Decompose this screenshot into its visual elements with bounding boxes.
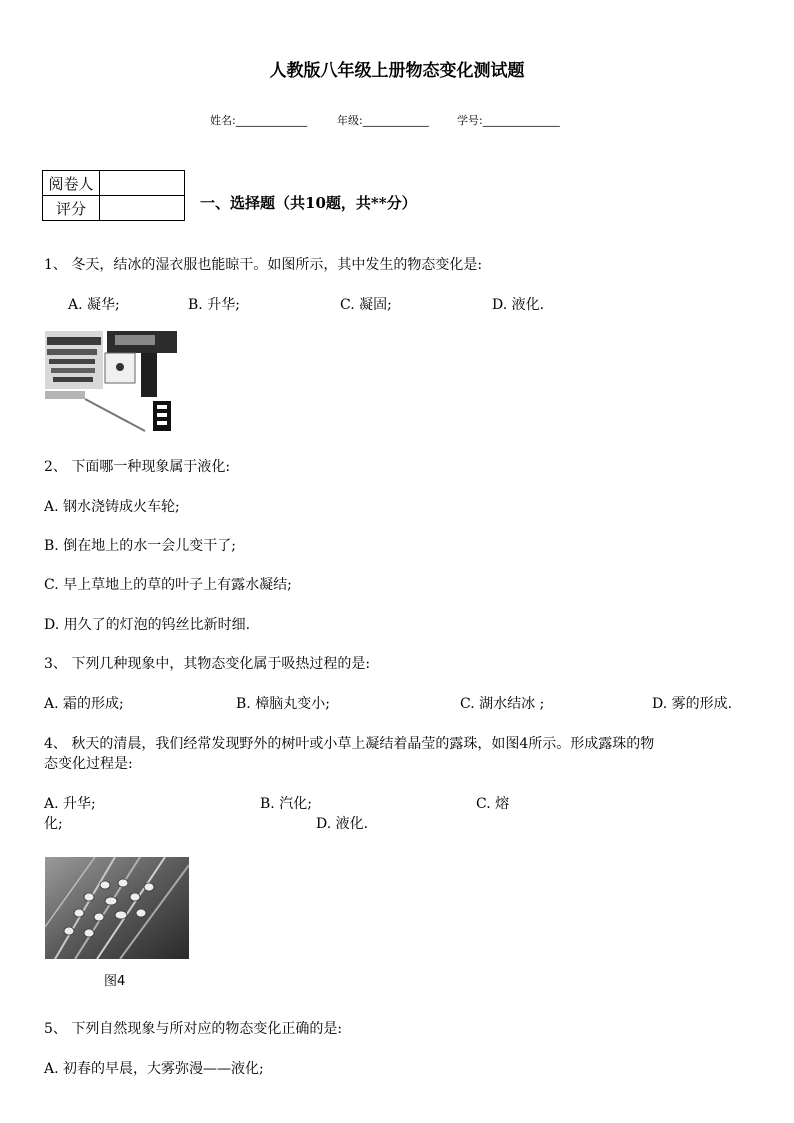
dew-drops-image — [45, 857, 189, 959]
question-2-option-b: B. 倒在地上的水一会儿变干了; — [44, 538, 236, 554]
grade-field: 年级:____________ — [337, 114, 429, 127]
figure-4-caption: 图4 — [104, 974, 126, 989]
question-1-stem: 1、 冬天，结冰的湿衣服也能晾干。如图所示，其中发生的物态变化是: — [44, 257, 483, 273]
question-1-option-b: B. 升华; — [188, 297, 240, 313]
question-2-option-c: C. 早上草地上的草的叶子上有露水凝结; — [44, 577, 292, 593]
question-2-stem: 2、 下面哪一种现象属于液化: — [44, 459, 231, 475]
question-4-stem-line1: 4、 秋天的清晨，我们经常发现野外的树叶或小草上凝结着晶莹的露珠，如图4所示。形成露珠的物 — [44, 736, 655, 752]
reviewer-label: 阅卷人 — [43, 171, 100, 196]
question-4-option-c: C. 熔 — [476, 796, 510, 812]
question-3-option-a: A. 霜的形成; — [44, 696, 124, 712]
question-4-option-d: D. 液化. — [316, 816, 369, 832]
question-1-option-a: A. 凝华; — [68, 297, 120, 313]
question-1-option-c: C. 凝固; — [340, 297, 392, 313]
reviewer-box — [100, 171, 185, 196]
section-heading: 一、选择题（共10题，共**分） — [200, 194, 417, 212]
score-box — [100, 196, 185, 221]
page-title: 人教版八年级上册物态变化测试题 — [269, 61, 525, 81]
frozen-clothes-image — [45, 331, 177, 433]
score-label: 评分 — [43, 196, 100, 221]
question-3-option-b: B. 樟脑丸变小; — [236, 696, 330, 712]
question-3-stem: 3、 下列几种现象中，其物态变化属于吸热过程的是: — [44, 656, 371, 672]
question-3-option-c: C. 湖水结冰 ; — [460, 696, 545, 712]
student-id-field: 学号:______________ — [457, 114, 560, 127]
question-1-option-d: D. 液化. — [492, 297, 545, 313]
question-4-option-b: B. 汽化; — [260, 796, 312, 812]
name-field: 姓名:_____________ — [210, 114, 308, 127]
question-4-option-c-cont: 化; — [44, 816, 63, 832]
question-5-option-a: A. 初春的早晨，大雾弥漫——液化; — [44, 1061, 264, 1077]
grader-table — [42, 170, 185, 221]
question-5-stem: 5、 下列自然现象与所对应的物态变化正确的是: — [44, 1021, 343, 1037]
question-4-option-a: A. 升华; — [44, 796, 96, 812]
question-4-stem-line2: 态变化过程是: — [44, 756, 133, 772]
question-2-option-d: D. 用久了的灯泡的钨丝比新时细. — [44, 617, 251, 633]
question-3-option-d: D. 雾的形成. — [652, 696, 733, 712]
question-2-option-a: A. 钢水浇铸成火车轮; — [44, 499, 180, 515]
